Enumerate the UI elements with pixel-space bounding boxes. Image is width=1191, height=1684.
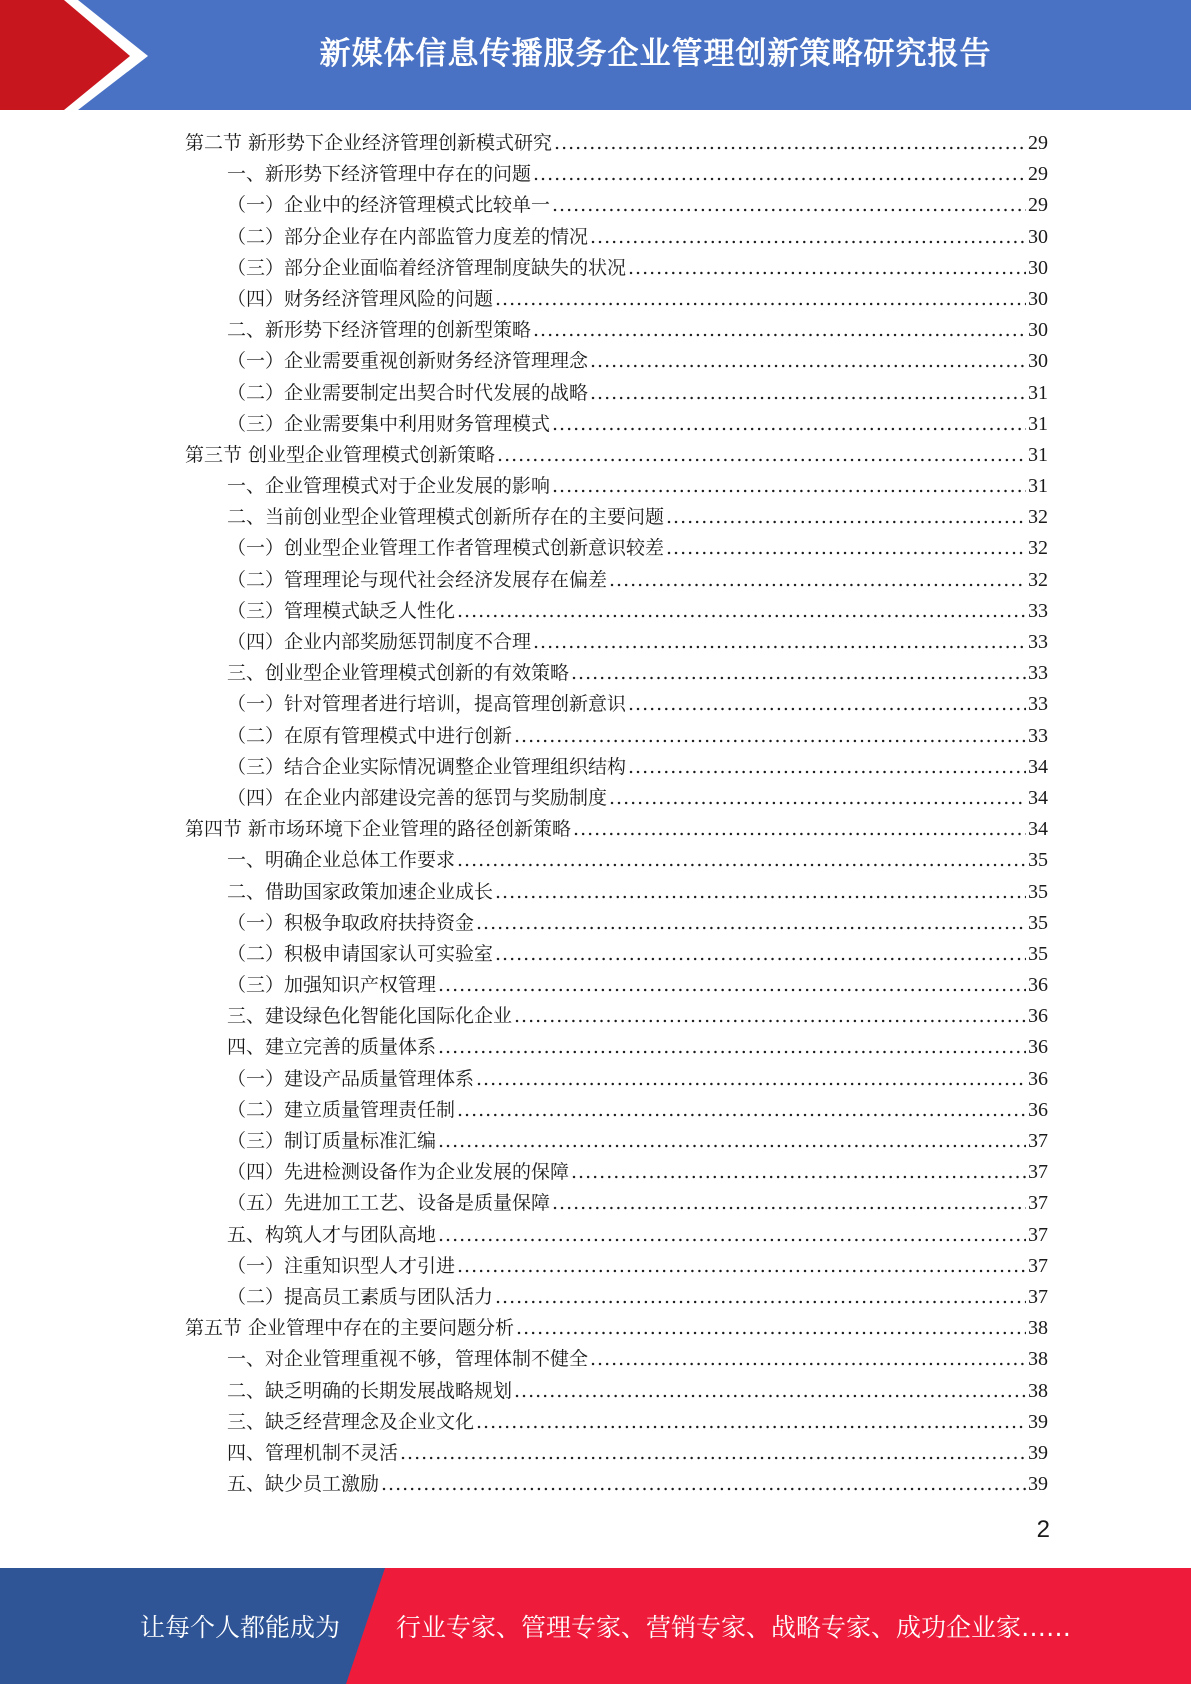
toc-leader-dots	[571, 1157, 1026, 1188]
toc-entry[interactable]	[185, 502, 1048, 533]
toc-entry[interactable]	[185, 689, 1048, 720]
toc-entry-page: 37	[1028, 1223, 1048, 1246]
toc-entry-page: 32	[1028, 506, 1048, 529]
toc-entry-title: 二、缺乏明确的长期发展战略规划	[227, 1379, 513, 1402]
toc-entry[interactable]	[185, 440, 1048, 471]
toc-entry-page: 30	[1028, 319, 1048, 342]
toc-leader-dots	[590, 346, 1026, 377]
toc-entry-title: （四）企业内部奖励惩罚制度不合理	[227, 631, 532, 653]
toc-entry[interactable]	[185, 1282, 1048, 1313]
toc-entry-page: 39	[1028, 1410, 1048, 1433]
toc-entry-title: 二、借助国家政策加速企业成长	[227, 880, 494, 903]
toc-entry-title: （一）企业需要重视创新财务经济管理理念	[227, 350, 589, 373]
toc-entry-page: 38	[1028, 1379, 1048, 1402]
table-of-contents	[185, 128, 1048, 1500]
toc-entry[interactable]	[185, 315, 1048, 346]
toc-leader-dots	[609, 783, 1026, 814]
toc-entry[interactable]	[185, 1469, 1048, 1500]
toc-entry[interactable]	[185, 1251, 1048, 1282]
toc-leader-dots	[552, 471, 1026, 502]
toc-entry[interactable]	[185, 877, 1048, 908]
toc-leader-dots	[497, 440, 1026, 471]
toc-entry-title: 四、建立完善的质量体系	[227, 1036, 437, 1059]
toc-leader-dots	[381, 1469, 1026, 1500]
toc-entry[interactable]	[185, 1001, 1048, 1032]
toc-entry-title: （一）针对管理者进行培训，提高管理创新意识	[227, 693, 627, 716]
toc-entry-page: 34	[1028, 786, 1048, 809]
toc-entry-page: 36	[1028, 1098, 1048, 1121]
toc-entry-title: 三、建设绿色化智能化国际化企业	[227, 1005, 513, 1028]
toc-entry[interactable]	[185, 253, 1048, 284]
toc-entry-page: 33	[1028, 724, 1048, 747]
toc-leader-dots	[438, 1032, 1026, 1063]
toc-entry-page: 36	[1028, 1005, 1048, 1028]
toc-leader-dots	[495, 284, 1026, 315]
toc-leader-dots	[590, 222, 1026, 253]
toc-entry-title: （二）建立质量管理责任制	[227, 1098, 456, 1121]
toc-entry-title: 二、新形势下经济管理的创新型策略	[227, 319, 532, 342]
toc-leader-dots	[571, 658, 1026, 689]
toc-entry-title: 第四节 新市场环境下企业管理的路径创新策略	[185, 818, 572, 841]
toc-entry[interactable]	[185, 1095, 1048, 1126]
toc-leader-dots	[457, 596, 1026, 627]
toc-leader-dots	[457, 1095, 1026, 1126]
toc-entry-title: 第三节 创业型企业管理模式创新策略	[185, 443, 496, 466]
toc-entry-page: 35	[1028, 942, 1048, 965]
toc-entry-page: 34	[1028, 818, 1048, 841]
toc-entry-title: （二）积极申请国家认可实验室	[227, 942, 494, 965]
toc-entry[interactable]	[185, 783, 1048, 814]
toc-entry-page: 33	[1028, 631, 1048, 653]
toc-leader-dots	[533, 627, 1026, 658]
toc-entry[interactable]	[185, 471, 1048, 502]
toc-entry[interactable]	[185, 596, 1048, 627]
toc-entry[interactable]	[185, 1376, 1048, 1407]
toc-entry[interactable]	[185, 378, 1048, 409]
toc-entry-title: （二）提高员工素质与团队活力	[227, 1285, 494, 1308]
toc-entry-page: 33	[1028, 693, 1048, 716]
toc-entry-page: 38	[1028, 1348, 1048, 1371]
toc-leader-dots	[628, 752, 1026, 783]
toc-entry-title: （一）注重知识型人才引进	[227, 1254, 456, 1277]
toc-entry[interactable]	[185, 1407, 1048, 1438]
toc-entry[interactable]	[185, 721, 1048, 752]
toc-entry[interactable]	[185, 159, 1048, 190]
toc-entry-title: （二）部分企业存在内部监管力度差的情况	[227, 225, 589, 248]
toc-entry-page: 31	[1028, 381, 1048, 404]
toc-entry-page: 37	[1028, 1192, 1048, 1215]
toc-entry-page: 36	[1028, 1036, 1048, 1059]
toc-entry-title: （一）建设产品质量管理体系	[227, 1067, 475, 1090]
toc-leader-dots	[666, 502, 1026, 533]
toc-entry[interactable]	[185, 908, 1048, 939]
report-title: 新媒体信息传播服务企业管理创新策略研究报告	[319, 35, 992, 72]
toc-entry-title: （五）先进加工工艺、设备是质量保障	[227, 1192, 551, 1215]
toc-entry-page: 32	[1028, 537, 1048, 560]
toc-leader-dots	[438, 970, 1026, 1001]
footer-slogan-roles: 行业专家、管理专家、营销专家、战略专家、成功企业家……	[396, 1613, 1072, 1642]
toc-entry[interactable]	[185, 128, 1048, 159]
toc-entry-title: （一）创业型企业管理工作者管理模式创新意识较差	[227, 537, 665, 560]
toc-entry[interactable]	[185, 658, 1048, 689]
toc-leader-dots	[476, 908, 1026, 939]
toc-entry-title: （二）管理理论与现代社会经济发展存在偏差	[227, 568, 608, 591]
toc-leader-dots	[438, 1220, 1026, 1251]
toc-entry-title: 一、企业管理模式对于企业发展的影响	[227, 475, 551, 498]
toc-entry-title: 二、当前创业型企业管理模式创新所存在的主要问题	[227, 506, 665, 529]
toc-entry-title: 五、缺少员工激励	[227, 1473, 380, 1496]
toc-entry-page: 38	[1028, 1317, 1048, 1340]
toc-leader-dots	[590, 378, 1026, 409]
toc-entry-title: （四）先进检测设备作为企业发展的保障	[227, 1161, 570, 1184]
toc-entry-page: 29	[1028, 194, 1048, 217]
toc-leader-dots	[514, 721, 1026, 752]
toc-leader-dots	[533, 315, 1026, 346]
toc-entry-page: 36	[1028, 1067, 1048, 1090]
toc-entry-page: 34	[1028, 755, 1048, 778]
toc-entry-page: 37	[1028, 1161, 1048, 1184]
toc-entry[interactable]	[185, 533, 1048, 564]
toc-entry[interactable]	[185, 970, 1048, 1001]
toc-entry-page: 37	[1028, 1254, 1048, 1277]
toc-leader-dots	[514, 1001, 1026, 1032]
toc-entry-title: （二）在原有管理模式中进行创新	[227, 724, 513, 747]
toc-entry-page: 31	[1028, 443, 1048, 466]
toc-entry[interactable]	[185, 752, 1048, 783]
toc-entry-page: 39	[1028, 1441, 1048, 1464]
toc-entry[interactable]	[185, 1344, 1048, 1375]
toc-entry-title: （一）企业中的经济管理模式比较单一	[227, 194, 551, 217]
toc-entry[interactable]	[185, 814, 1048, 845]
toc-entry-title: 四、管理机制不灵活	[227, 1441, 399, 1464]
toc-leader-dots	[590, 1344, 1026, 1375]
toc-entry-page: 37	[1028, 1285, 1048, 1308]
page-header	[0, 0, 1191, 110]
toc-entry-page: 29	[1028, 132, 1048, 154]
toc-leader-dots	[495, 939, 1026, 970]
toc-entry[interactable]	[185, 845, 1048, 876]
toc-leader-dots	[666, 533, 1026, 564]
toc-leader-dots	[516, 1313, 1026, 1344]
toc-entry-title: （四）财务经济管理风险的问题	[227, 287, 494, 310]
page-footer	[0, 1568, 1191, 1684]
toc-entry-page: 37	[1028, 1130, 1048, 1152]
toc-entry-page: 31	[1028, 475, 1048, 498]
toc-entry-title: （三）结合企业实际情况调整企业管理组织结构	[227, 755, 627, 778]
toc-entry[interactable]	[185, 1438, 1048, 1469]
toc-leader-dots	[552, 190, 1026, 221]
toc-entry[interactable]	[185, 1032, 1048, 1063]
toc-entry[interactable]	[185, 627, 1048, 658]
toc-entry-title: （二）企业需要制定出契合时代发展的战略	[227, 381, 589, 404]
toc-entry-title: 三、缺乏经营理念及企业文化	[227, 1410, 475, 1433]
toc-entry-title: （三）企业需要集中利用财务管理模式	[227, 412, 551, 435]
toc-entry-page: 35	[1028, 880, 1048, 903]
toc-entry-page: 30	[1028, 350, 1048, 373]
toc-entry[interactable]	[185, 346, 1048, 377]
page-number: 2	[1036, 1516, 1050, 1543]
toc-entry-title: （一）积极争取政府扶持资金	[227, 911, 475, 934]
toc-entry-page: 30	[1028, 225, 1048, 248]
toc-entry-page: 35	[1028, 849, 1048, 872]
toc-entry[interactable]	[185, 222, 1048, 253]
toc-leader-dots	[457, 845, 1026, 876]
toc-leader-dots	[476, 1407, 1026, 1438]
toc-leader-dots	[628, 253, 1026, 284]
toc-entry-title: 五、构筑人才与团队高地	[227, 1223, 437, 1246]
toc-entry[interactable]	[185, 409, 1048, 440]
toc-entry[interactable]	[185, 1188, 1048, 1219]
toc-leader-dots	[495, 877, 1026, 908]
toc-leader-dots	[554, 128, 1026, 159]
toc-entry-page: 32	[1028, 568, 1048, 591]
toc-leader-dots	[552, 1188, 1026, 1219]
toc-leader-dots	[495, 1282, 1026, 1313]
toc-entry[interactable]	[185, 190, 1048, 221]
toc-entry[interactable]	[185, 1126, 1048, 1157]
toc-entry[interactable]	[185, 284, 1048, 315]
toc-leader-dots	[514, 1376, 1026, 1407]
toc-entry[interactable]	[185, 1220, 1048, 1251]
toc-entry-title: 第五节 企业管理中存在的主要问题分析	[185, 1317, 515, 1340]
toc-entry-title: 一、对企业管理重视不够，管理体制不健全	[227, 1348, 589, 1371]
toc-entry[interactable]	[185, 1157, 1048, 1188]
toc-entry-title: （三）制订质量标准汇编	[227, 1130, 437, 1152]
toc-entry-page: 30	[1028, 256, 1048, 279]
toc-leader-dots	[476, 1064, 1026, 1095]
toc-entry[interactable]	[185, 565, 1048, 596]
toc-entry-title: 三、创业型企业管理模式创新的有效策略	[227, 662, 570, 685]
toc-entry-page: 35	[1028, 911, 1048, 934]
toc-entry-title: （三）管理模式缺乏人性化	[227, 599, 456, 622]
footer-slogan-lead: 让每个人都能成为	[140, 1613, 341, 1642]
toc-entry-page: 29	[1028, 163, 1048, 186]
toc-entry-page: 31	[1028, 412, 1048, 435]
toc-entry-page: 30	[1028, 287, 1048, 310]
toc-leader-dots	[438, 1126, 1026, 1157]
toc-leader-dots	[609, 565, 1026, 596]
toc-entry-title: （三）加强知识产权管理	[227, 974, 437, 997]
toc-leader-dots	[573, 814, 1026, 845]
toc-entry-page: 39	[1028, 1473, 1048, 1496]
toc-entry-page: 36	[1028, 974, 1048, 997]
toc-leader-dots	[457, 1251, 1026, 1282]
toc-entry-title: 一、明确企业总体工作要求	[227, 849, 456, 872]
toc-entry[interactable]	[185, 1313, 1048, 1344]
toc-entry-title: （三）部分企业面临着经济管理制度缺失的状况	[227, 256, 627, 279]
toc-entry-title: 第二节 新形势下企业经济管理创新模式研究	[185, 132, 553, 154]
toc-entry-page: 33	[1028, 662, 1048, 685]
toc-leader-dots	[400, 1438, 1026, 1469]
toc-entry[interactable]	[185, 1064, 1048, 1095]
toc-leader-dots	[533, 159, 1026, 190]
toc-entry[interactable]	[185, 939, 1048, 970]
toc-leader-dots	[552, 409, 1026, 440]
toc-entry-page: 33	[1028, 599, 1048, 622]
toc-entry-title: 一、新形势下经济管理中存在的问题	[227, 163, 532, 186]
toc-entry-title: （四）在企业内部建设完善的惩罚与奖励制度	[227, 786, 608, 809]
toc-leader-dots	[628, 689, 1026, 720]
